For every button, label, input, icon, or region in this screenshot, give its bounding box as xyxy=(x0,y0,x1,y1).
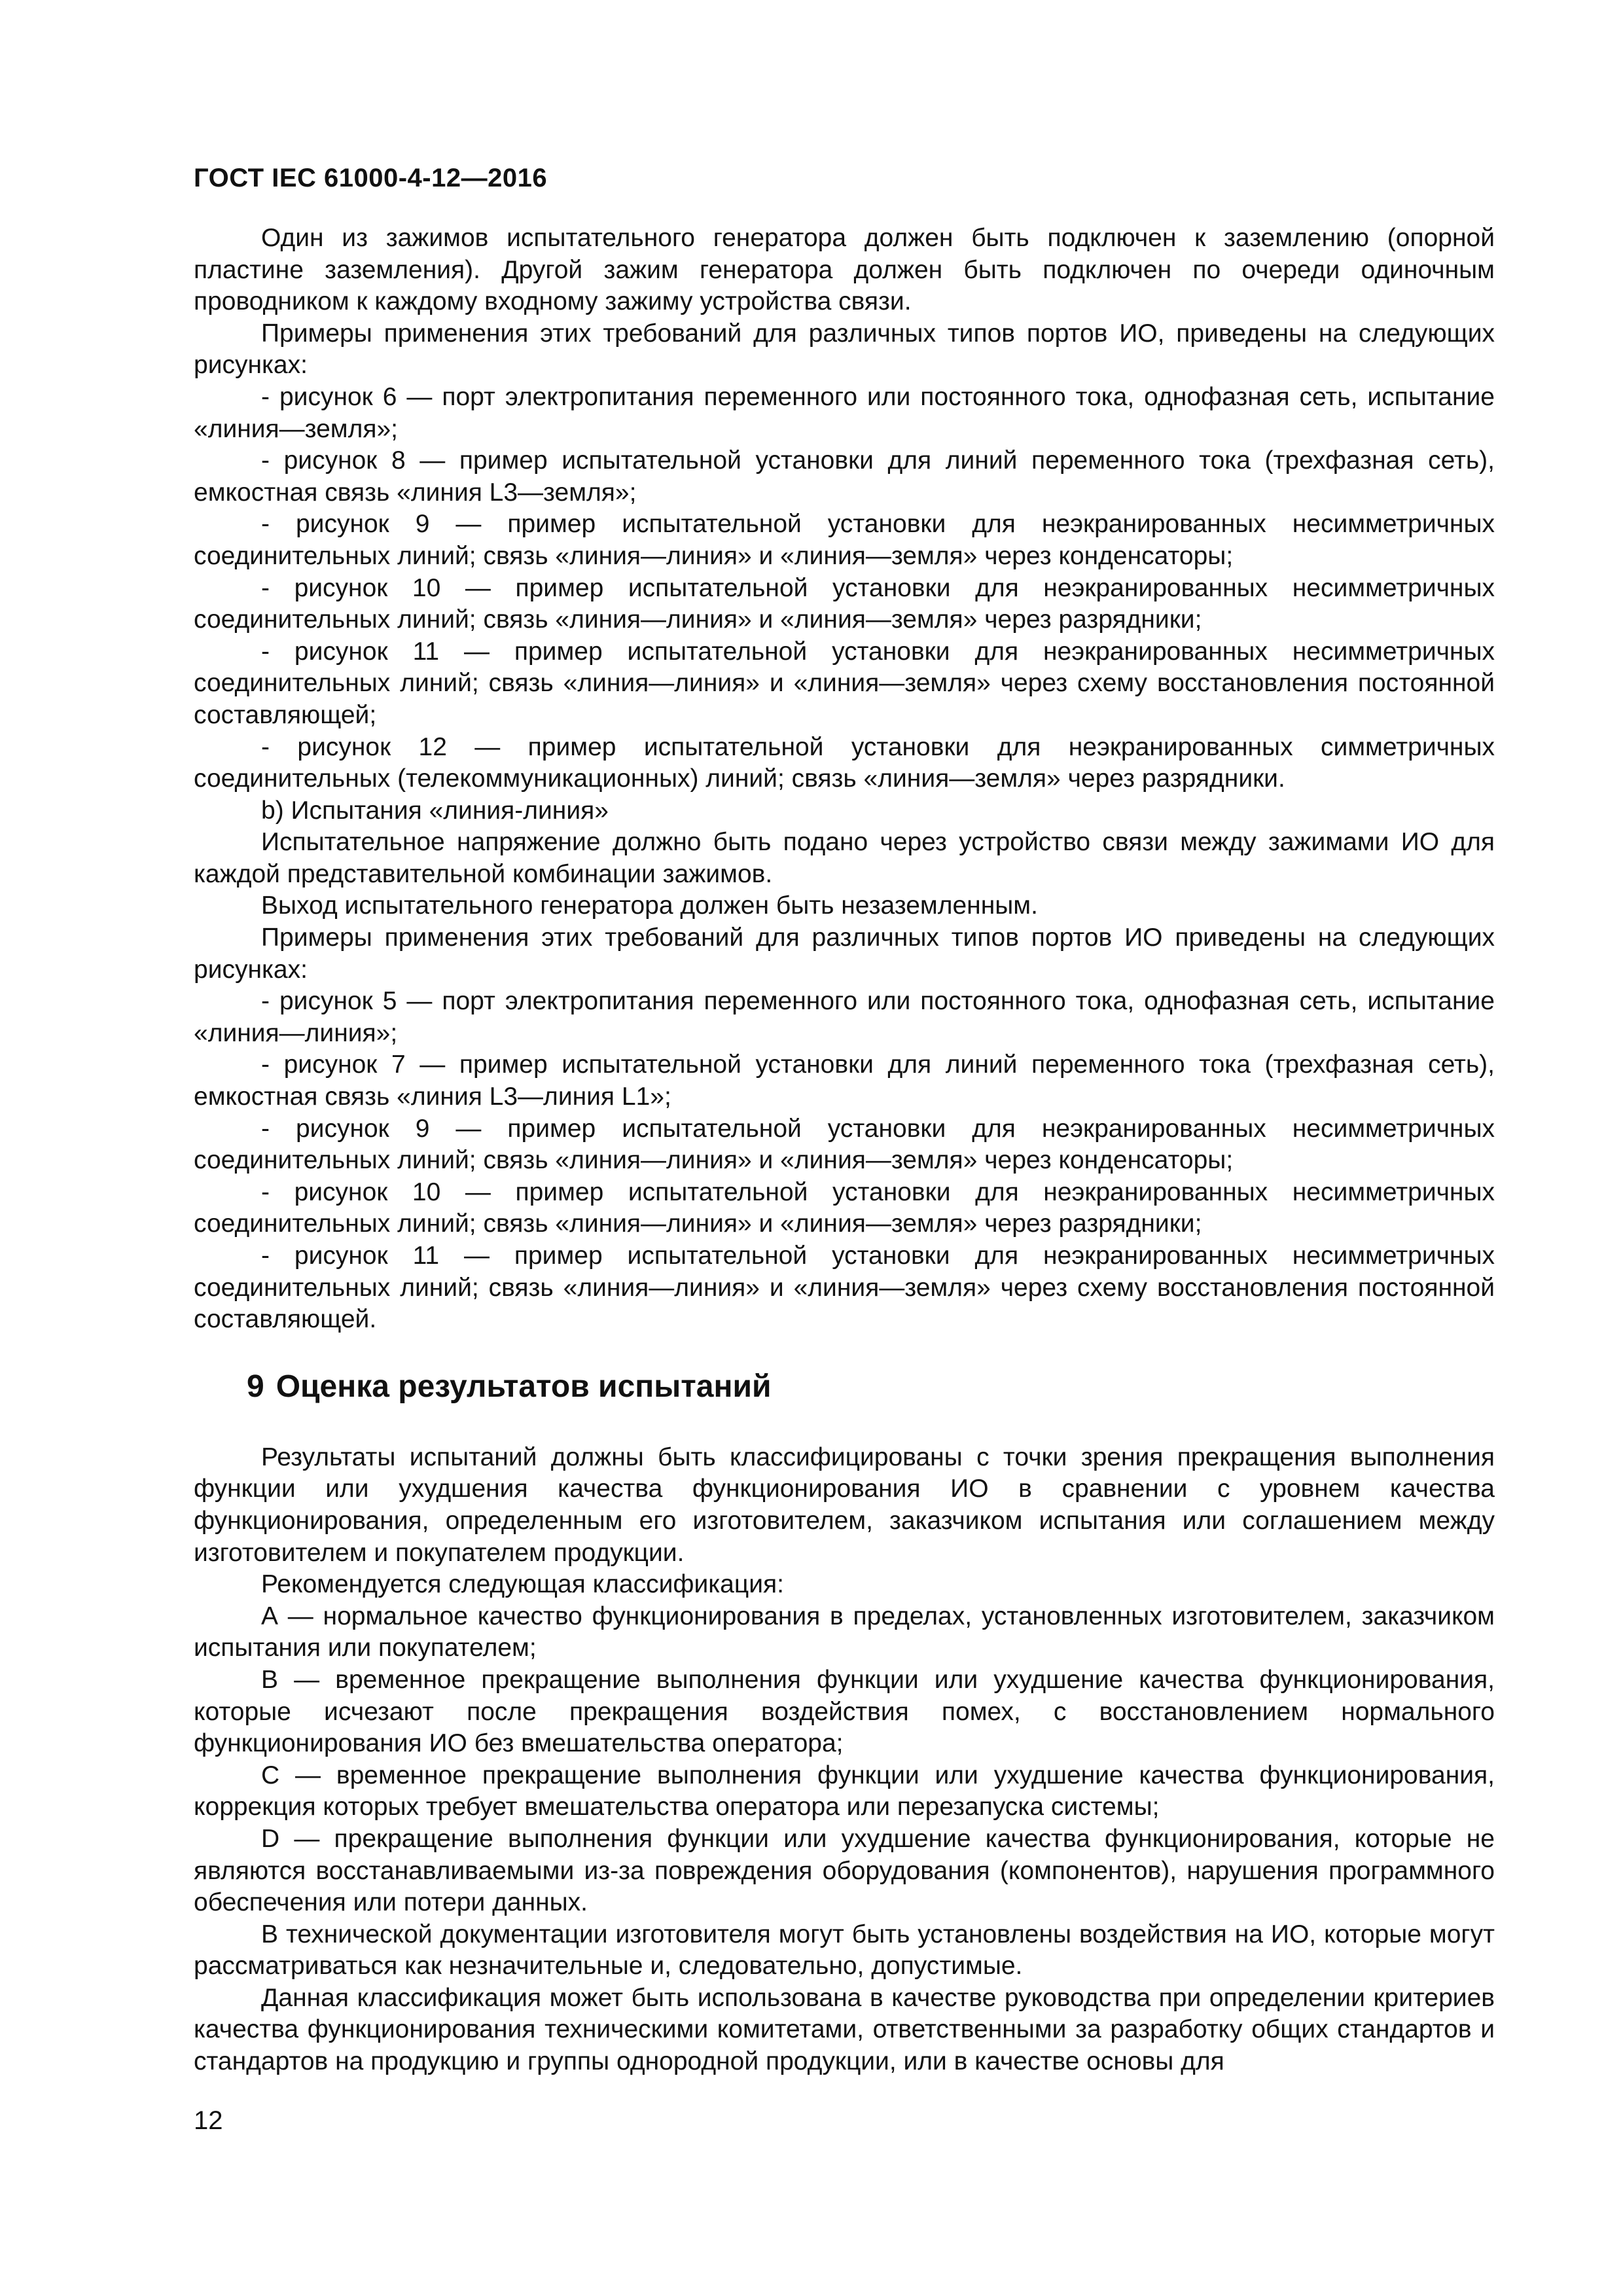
paragraph: Выход испытательного генератора должен быть незаземленным. xyxy=(261,891,1038,920)
section-title: Оценка результатов испытаний xyxy=(276,1369,772,1404)
list-item: - рисунок 6 — порт электропитания переменного или постоянного тока, однофазная сеть, испытание «линия—земля»; xyxy=(194,382,1495,443)
list-item: - рисунок 8 — пример испытательной установки для линий переменного тока (трехфазная сеть), емкостная связь «линия L3—земля»; xyxy=(194,446,1495,507)
page-number: 12 xyxy=(194,2106,223,2135)
paragraph: Примеры применения этих требований для различных типов портов ИО приведены на следующих рисунках: xyxy=(194,924,1495,984)
paragraph: Рекомендуется следующая классификация: xyxy=(261,1570,784,1599)
section-heading xyxy=(194,1369,1495,1405)
paragraph: Данная классификация может быть использована в качестве руководства при определении критериев качества функционирования техническими комитетами, ответственными за разработку общих стандартов и стандартов на продукцию и группы однородной продукции, или в качестве основы для xyxy=(194,1983,1495,2076)
classification-item: D — прекращение выполнения функции или ухудшение качества функционирования, которые не являются восстанавливаемыми из-за повреждения оборудования (компонентов), нарушения программного обеспечения или потери данных. xyxy=(194,1824,1495,1917)
section-number: 9 xyxy=(247,1369,264,1404)
paragraph: Один из зажимов испытательного генератора должен быть подключен к заземлению (опорной пластине заземления). Другой зажим генератора должен быть подключен по очереди одиночным проводником к каждому входному зажиму устройства связи. xyxy=(194,224,1495,316)
list-item: - рисунок 11 — пример испытательной установки для неэкранированных несимметричных соединительных линий; связь «линия—линия» и «линия—земля» через схему восстановления постоянной составляющей; xyxy=(194,637,1495,729)
paragraph: В технической документации изготовителя могут быть установлены воздействия на ИО, которые могут рассматриваться как незначительные и, следовательно, допустимые. xyxy=(194,1920,1495,1981)
list-item: - рисунок 12 — пример испытательной установки для неэкранированных симметричных соединительных (телекоммуникационных) линий; связь «линия—земля» через разрядники. xyxy=(194,732,1495,793)
list-item: - рисунок 9 — пример испытательной установки для неэкранированных несимметричных соединительных линий; связь «линия—линия» и «линия—земля» через конденсаторы; xyxy=(194,1114,1495,1175)
list-item: - рисунок 9 — пример испытательной установки для неэкранированных несимметричных соединительных линий; связь «линия—линия» и «линия—земля» через конденсаторы; xyxy=(194,510,1495,570)
paragraph: Результаты испытаний должны быть классифицированы с точки зрения прекращения выполнения функции или ухудшения качества функционирования ИО в сравнении с уровнем качества функционирования, определенным его изготовителем, заказчиком испытания или соглашением между изготовителем и покупателем продукции. xyxy=(194,1443,1495,1567)
classification-item: А — нормальное качество функционирования в пределах, установленных изготовителем, заказчиком испытания или покупателем; xyxy=(194,1602,1495,1662)
list-item: - рисунок 5 — порт электропитания переменного или постоянного тока, однофазная сеть, испытание «линия—линия»; xyxy=(194,987,1495,1047)
paragraph: Примеры применения этих требований для различных типов портов ИО, приведены на следующих рисунках: xyxy=(194,319,1495,380)
subsection-heading: b) Испытания «линия-линия» xyxy=(261,796,609,825)
document-header: ГОСТ IEC 61000-4-12—2016 xyxy=(194,164,548,192)
list-item: - рисунок 10 — пример испытательной установки для неэкранированных несимметричных соединительных линий; связь «линия—линия» и «линия—земля» через разрядники; xyxy=(194,573,1495,634)
classification-item: С — временное прекращение выполнения функции или ухудшение качества функционирования, коррекция которых требует вмешательства оператора или перезапуска системы; xyxy=(194,1761,1495,1821)
list-item: - рисунок 11 — пример испытательной установки для неэкранированных несимметричных соединительных линий; связь «линия—линия» и «линия—земля» через схему восстановления постоянной составляющей. xyxy=(194,1242,1495,1334)
classification-item: В — временное прекращение выполнения функции или ухудшение качества функционирования, которые исчезают после прекращения воздействия помех, с восстановлением нормального функционирования ИО без вмешательства оператора; xyxy=(194,1665,1495,1758)
list-item: - рисунок 7 — пример испытательной установки для линий переменного тока (трехфазная сеть), емкостная связь «линия L3—линия L1»; xyxy=(194,1050,1495,1111)
document-body xyxy=(194,223,1495,2078)
list-item: - рисунок 10 — пример испытательной установки для неэкранированных несимметричных соединительных линий; связь «линия—линия» и «линия—земля» через разрядники; xyxy=(194,1177,1495,1238)
paragraph: Испытательное напряжение должно быть подано через устройство связи между зажимами ИО для каждой представительной комбинации зажимов. xyxy=(194,828,1495,888)
